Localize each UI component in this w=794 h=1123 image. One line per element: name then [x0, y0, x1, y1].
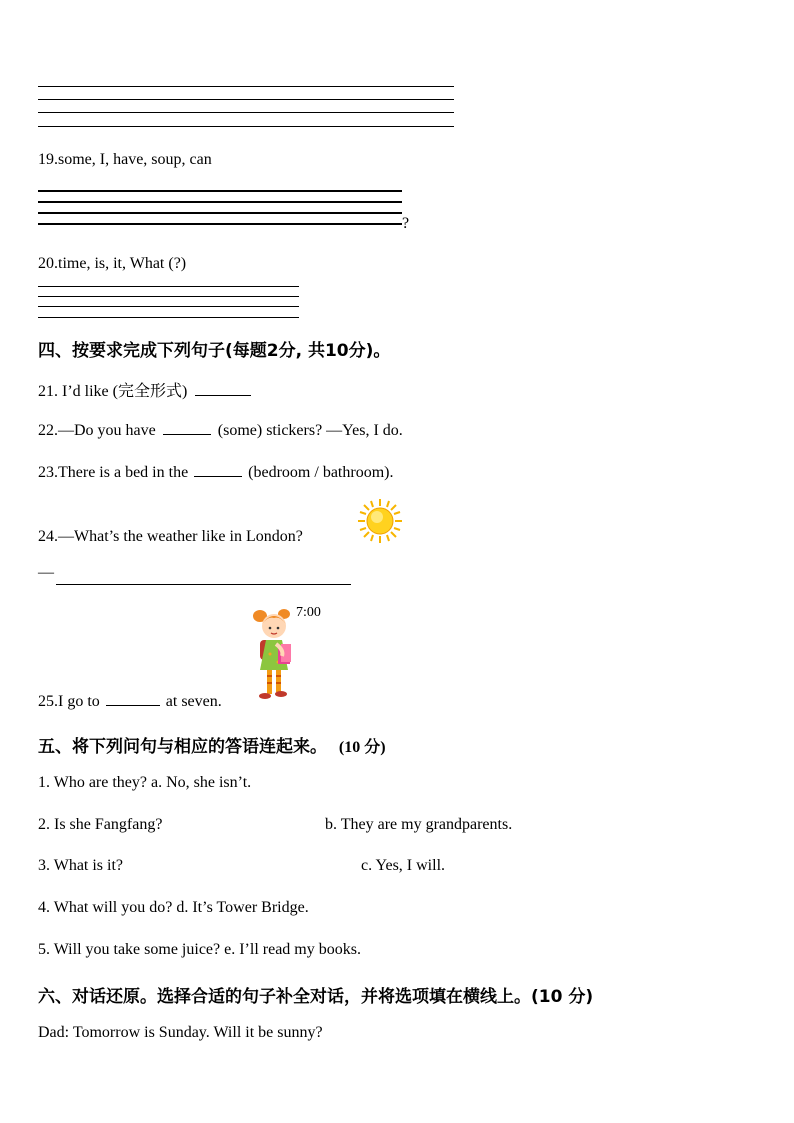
q21-text: 21. I’d like (完全形式) [38, 383, 188, 400]
match-row-2-question: 2. Is she Fangfang? [38, 816, 163, 833]
section-5-points: (10 分) [338, 739, 386, 756]
q22-prefix: 22.—Do you have [38, 422, 156, 439]
q23-prefix: 23.There is a bed in the [38, 464, 189, 481]
q22-blank[interactable] [163, 420, 211, 435]
question-19: 19.some, I, have, soup, can [38, 151, 212, 168]
sun-icon [357, 498, 403, 544]
match-row-3-question: 3. What is it? [38, 857, 124, 874]
section-6-heading: 六、对话还原。选择合适的句子补全对话，并将选项填在横线上。(10 分) [38, 987, 594, 1007]
q22-suffix: (some) stickers? —Yes, I do. [217, 422, 403, 439]
question-23 [38, 462, 393, 482]
q24-answer-line[interactable] [56, 584, 351, 585]
q25-blank[interactable] [106, 691, 160, 706]
q24-answer-dash: — [38, 564, 54, 581]
girl-with-books-illustration [250, 606, 306, 704]
match-row-3-answer: c. Yes, I will. [361, 857, 446, 874]
q23-suffix: (bedroom / bathroom). [248, 464, 394, 481]
section-5-title: 五、将下列问句与相应的答语连起来。 [38, 737, 327, 757]
match-row-5: 5. Will you take some juice? e. I’ll read my books. [38, 941, 361, 958]
q25-time-label: 7:00 [296, 605, 321, 620]
match-row-2-answer: b. They are my grandparents. [325, 816, 513, 833]
question-21 [38, 378, 251, 401]
q21-blank[interactable] [195, 381, 251, 396]
q25-suffix: at seven. [165, 693, 222, 710]
question-22 [38, 420, 403, 440]
q19-question-mark: ? [402, 215, 410, 232]
q23-blank[interactable] [194, 462, 242, 477]
section-5-heading [38, 732, 386, 757]
dialogue-line-1: Dad: Tomorrow is Sunday. Will it be sunny? [38, 1024, 323, 1041]
question-24: 24.—What’s the weather like in London? [38, 528, 303, 545]
question-20: 20.time, is, it, What (?) [38, 255, 187, 272]
section-4-heading: 四、按要求完成下列句子(每题2分, 共10分)。 [38, 341, 391, 361]
question-25 [38, 691, 222, 711]
q25-prefix: 25.I go to [38, 693, 100, 710]
match-row-1: 1. Who are they? a. No, she isn’t. [38, 774, 252, 791]
match-row-4: 4. What will you do? d. It’s Tower Bridge. [38, 899, 309, 916]
